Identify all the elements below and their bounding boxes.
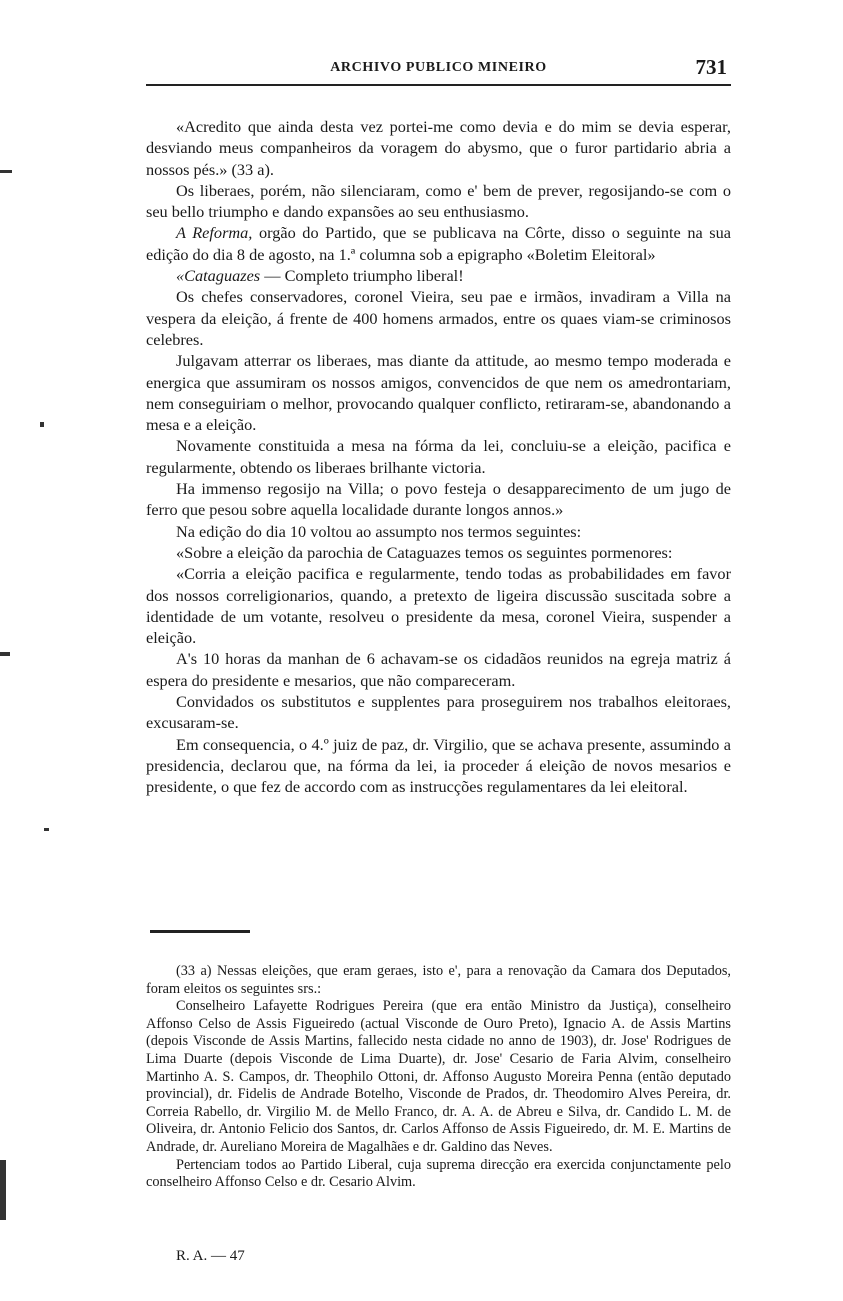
paragraph: A's 10 horas da manhan de 6 achavam-se os cidadãos reunidos na egreja matriz á espera do presidente e mesarios, que não compareceram. [146, 649, 731, 690]
running-title: ARCHIVO PUBLICO MINEIRO [330, 60, 547, 75]
paragraph: «Corria a eleição pacifica e regularmente, tendo todas as probabilidades em favor dos nossos correligionarios, quando, a pretexto de ligeira discussão suscitada sobre a identidade de um votante, resolveu o presidente da mesa, coronel Vieira, suspender a eleição. [146, 564, 731, 648]
body-text [146, 116, 731, 798]
paragraph [146, 265, 731, 286]
footnote: Conselheiro Lafayette Rodrigues Pereira (que era então Ministro da Justiça), conselheiro Affonso Celso de Assis Figueiredo (actual Visconde de Ouro Preto), Ignacio A. de Assis Martins (depois Visconde de Assis Martins, fallecido nesta cidade no anno de 1903), dr. Jose' Rodrigues de Lima Duarte (depois Visconde de Lima Duarte), dr. Jose' Cesario de Faria Alvim, conselheiro Martinho A. S. Campos, dr. Theophilo Ottoni, dr. Affonso Augusto Moreira Penna (então deputado provincial), dr. Fidelis de Andrade Botelho, Visconde de Prados, dr. Theodomiro Alves Pereira, dr. Correia Rabello, dr. Virgilio M. de Mello Franco, dr. A. A. de Abreu e Silva, dr. Candido L. M. de Oliveira, dr. Antonio Felicio dos Santos, dr. Carlos Affonso de Assis Figueiredo, dr. M. E. Martins de Andrade, dr. Aureliano Moreira de Magalhães e dr. Galdino das Neves. [146, 998, 731, 1155]
footnote: (33 a) Nessas eleições, que eram geraes, isto e', para a renovação da Camara dos Deputados, foram eleitos os seguintes srs.: [146, 963, 731, 997]
paragraph: Os liberaes, porém, não silenciaram, como e' bem de prever, regosijando-se com o seu bello triumpho e dando expansões ao seu enthusiasmo. [146, 180, 731, 222]
paragraph: «Acredito que ainda desta vez portei-me como devia e do mim se devia esperar, desviando meus companheiros da voragem do abysmo, que o furor partidario abria a nossos pés.» (33 a). [146, 117, 731, 179]
header-rule [146, 84, 731, 86]
paragraph-text: orgão do Partido, que se publicava na Côrte, disso o seguinte na sua edição do dia 8 de agosto, na 1.ª columna sob a epigrapho «Boletim Eleitoral» [146, 223, 731, 264]
paragraph: Os chefes conservadores, coronel Vieira, seu pae e irmãos, invadiram a Villa na vespera da eleição, á frente de 400 homens armados, entre os quaes viam-se criminosos celebres. [146, 287, 731, 349]
page-header [146, 55, 731, 86]
paragraph: Em consequencia, o 4.º juiz de paz, dr. Virgilio, que se achava presente, assumindo a presidencia, declarou que, na fórma da lei, ia proceder á eleição de novos mesarios e presidente, o que fez de accordo com as instrucções regulamentares da lei eleitoral. [146, 734, 731, 797]
footnotes [146, 963, 731, 1192]
scan-speck [0, 170, 12, 173]
paragraph [146, 222, 731, 265]
page-number: 731 [695, 55, 727, 79]
footnote: Pertenciam todos ao Partido Liberal, cuja suprema direcção era exercida conjunctamente pelo conselheiro Affonso Celso e dr. Cesario Alvim. [146, 1156, 731, 1191]
newspaper-title: A Reforma, [176, 223, 253, 243]
signature-mark: R. A. — 47 [176, 1248, 245, 1264]
paragraph: Convidados os substitutos e supplentes para proseguirem nos trabalhos eleitoraes, excusaram-se. [146, 692, 731, 733]
paragraph: Na edição do dia 10 voltou ao assumpto nos termos seguintes: [176, 521, 582, 541]
scan-speck [0, 1160, 6, 1220]
paragraph: «Sobre a eleição da parochia de Cataguazes temos os seguintes pormenores: [176, 542, 673, 562]
paragraph-text: — Completo triumpho liberal! [260, 266, 464, 286]
paragraph: Novamente constituida a mesa na fórma da lei, concluiu-se a eleição, pacifica e regularmente, obtendo os liberaes brilhante victoria. [146, 436, 731, 477]
place-name: «Cataguazes [176, 266, 261, 286]
scan-speck [44, 828, 49, 831]
footnote-rule [150, 930, 250, 933]
paragraph: Ha immenso regosijo na Villa; o povo festeja o desapparecimento de um jugo de ferro que pesou sobre aquella localidade durante longos annos.» [146, 479, 731, 520]
scan-speck [0, 652, 10, 656]
scan-speck [40, 422, 44, 427]
paragraph: Julgavam atterrar os liberaes, mas diante da attitude, ao mesmo tempo moderada e energica que assumiram os nossos amigos, convencidos de que nem os amedrontariam, nem conseguiriam o melhor, provocando qualquer conflicto, retiraram-se, abandonando a mesa e a eleição. [146, 351, 731, 435]
